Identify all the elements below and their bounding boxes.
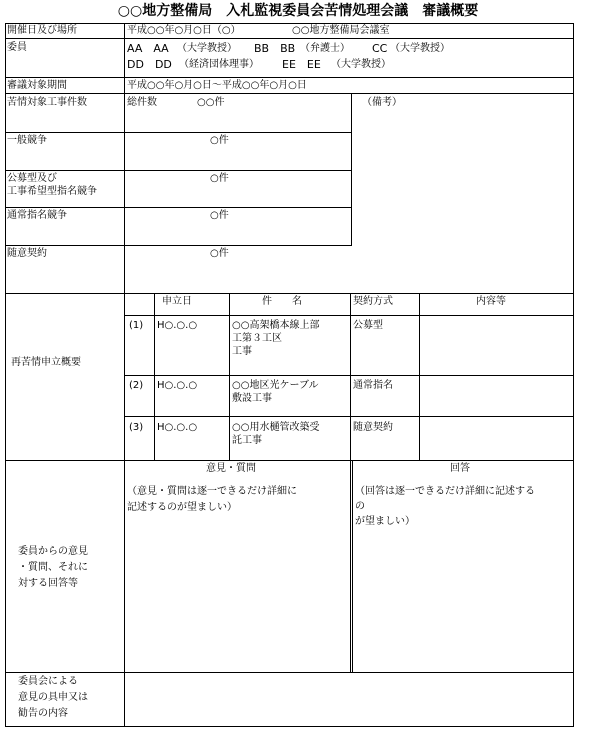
period-value: 平成○○年○月○日～平成○○年○月○日: [127, 80, 307, 91]
member-name: CC: [372, 42, 388, 55]
members-label: 委員: [7, 42, 27, 53]
row-divider-recomplaint-end: [5, 460, 574, 461]
table-border-top: [5, 23, 574, 24]
member-role: （大学教授）: [177, 43, 237, 54]
total-cases-prefix: 総件数: [127, 97, 157, 108]
header-content: 内容等: [476, 296, 506, 307]
opinions-divider-a: [350, 460, 351, 672]
header-method: 契約方式: [353, 296, 393, 307]
note-line: 記述するのが望ましい）: [127, 502, 237, 513]
member-role: （弁護士）: [300, 43, 350, 54]
normal-nominated-label: 通常指名競争: [7, 210, 67, 221]
member-name: DD DD: [127, 58, 172, 71]
name-line: 敷設工事: [232, 393, 272, 404]
label-line: 公募型及び: [7, 173, 57, 184]
document-title: ○○地方整備局 入札監視委員会苦情処理会議 審議概要: [117, 3, 479, 19]
label-line: 対する回答等: [18, 578, 78, 589]
name-line: 工第３工区: [232, 333, 282, 344]
total-cases-label: 苦情対象工事件数: [7, 97, 87, 108]
answer-header: 回答: [450, 463, 470, 474]
note-line: の: [355, 501, 365, 512]
row-divider-cases-end: [5, 293, 574, 294]
member-role: （大学教授）: [390, 43, 450, 54]
recomplaint-col-date: [229, 293, 230, 460]
total-cases-value: ○○件: [197, 97, 225, 108]
normal-nominated-value: ○件: [210, 210, 229, 221]
row-date: H○.○.○: [157, 320, 198, 331]
recomplaint-col-method: [419, 293, 420, 460]
label-line: ・質問、それに: [18, 562, 88, 573]
member-name: AA AA: [127, 42, 169, 55]
member-role: （大学教授）: [331, 59, 391, 70]
negotiated-contract-value: ○件: [210, 248, 229, 259]
row-divider-nominated: [5, 245, 352, 246]
row-date: H○.○.○: [157, 422, 198, 433]
public-nominated-value: ○件: [210, 173, 229, 184]
row-date: H○.○.○: [157, 380, 198, 391]
row-divider-general: [5, 170, 352, 171]
negotiated-contract-label: 随意契約: [7, 248, 47, 259]
header-name: 件 名: [262, 296, 302, 307]
note-line: （意見・質問は逐一できるだけ詳細に: [127, 486, 297, 497]
name-line: 工事: [232, 346, 252, 357]
question-header: 意見・質問: [206, 463, 256, 474]
recomplaint-col-no: [154, 293, 155, 460]
meeting-place: ○○地方整備局会議室: [292, 25, 390, 36]
period-label: 審議対象期間: [7, 80, 67, 91]
row-name: [232, 422, 319, 448]
table-border-left: [5, 23, 6, 727]
header-date: 申立日: [162, 296, 192, 307]
table-border-bottom: [5, 726, 574, 727]
meeting-date: 平成○○年○月○日（○）: [127, 25, 241, 36]
general-competition-value: ○件: [210, 135, 229, 146]
row-divider-public: [5, 207, 352, 208]
recomplaint-label: 再苦情申立概要: [11, 357, 81, 368]
row-number: (3): [129, 422, 144, 433]
name-line: ○○用水樋管改築受: [232, 422, 320, 433]
label-line: 委員からの意見: [18, 546, 88, 557]
row-divider-period: [5, 93, 574, 94]
label-line: 委員会による: [18, 676, 78, 687]
member-name: BB BB: [254, 42, 296, 55]
recomplaint-header-bottom: [124, 315, 574, 316]
opinions-label: [18, 545, 88, 593]
note-line: （回答は逐一できるだけ詳細に記述する: [355, 486, 535, 497]
row-method: 公募型: [353, 320, 383, 331]
recomplaint-col-name: [350, 293, 351, 460]
public-nominated-label: [7, 173, 97, 199]
row-method: 随意契約: [353, 422, 393, 433]
member-role: （経済団体理事）: [179, 59, 259, 70]
recommendation-label: [18, 675, 88, 723]
label-line: 勧告の内容: [18, 708, 68, 719]
remarks-divider: [351, 93, 352, 245]
label-line: 工事希望型指名競争: [7, 186, 97, 197]
answer-note: [355, 485, 535, 530]
row-divider-total: [5, 132, 352, 133]
recomplaint-row2-bottom: [124, 416, 574, 417]
row-method: 通常指名: [353, 380, 393, 391]
recomplaint-row1-bottom: [124, 375, 574, 376]
label-line: 意見の具申又は: [18, 692, 88, 703]
question-note: [127, 485, 297, 517]
name-line: ○○高架橋本線上部: [232, 320, 320, 331]
row-divider-meeting: [5, 38, 574, 39]
row-number: (2): [129, 380, 144, 391]
row-divider-opinions-end: [5, 672, 574, 673]
remarks-label: （備考）: [362, 97, 402, 108]
row-number: (1): [129, 320, 144, 331]
member-name: EE EE: [282, 58, 321, 71]
row-name: [232, 320, 319, 359]
row-name: [232, 380, 319, 406]
general-competition-label: 一般競争: [7, 135, 47, 146]
note-line: が望ましい）: [355, 516, 415, 527]
name-line: ○○地区光ケーブル: [232, 380, 319, 391]
meeting-label: 開催日及び場所: [7, 25, 77, 36]
row-divider-members: [5, 77, 574, 78]
name-line: 託工事: [232, 435, 262, 446]
opinions-divider-b: [352, 460, 353, 672]
